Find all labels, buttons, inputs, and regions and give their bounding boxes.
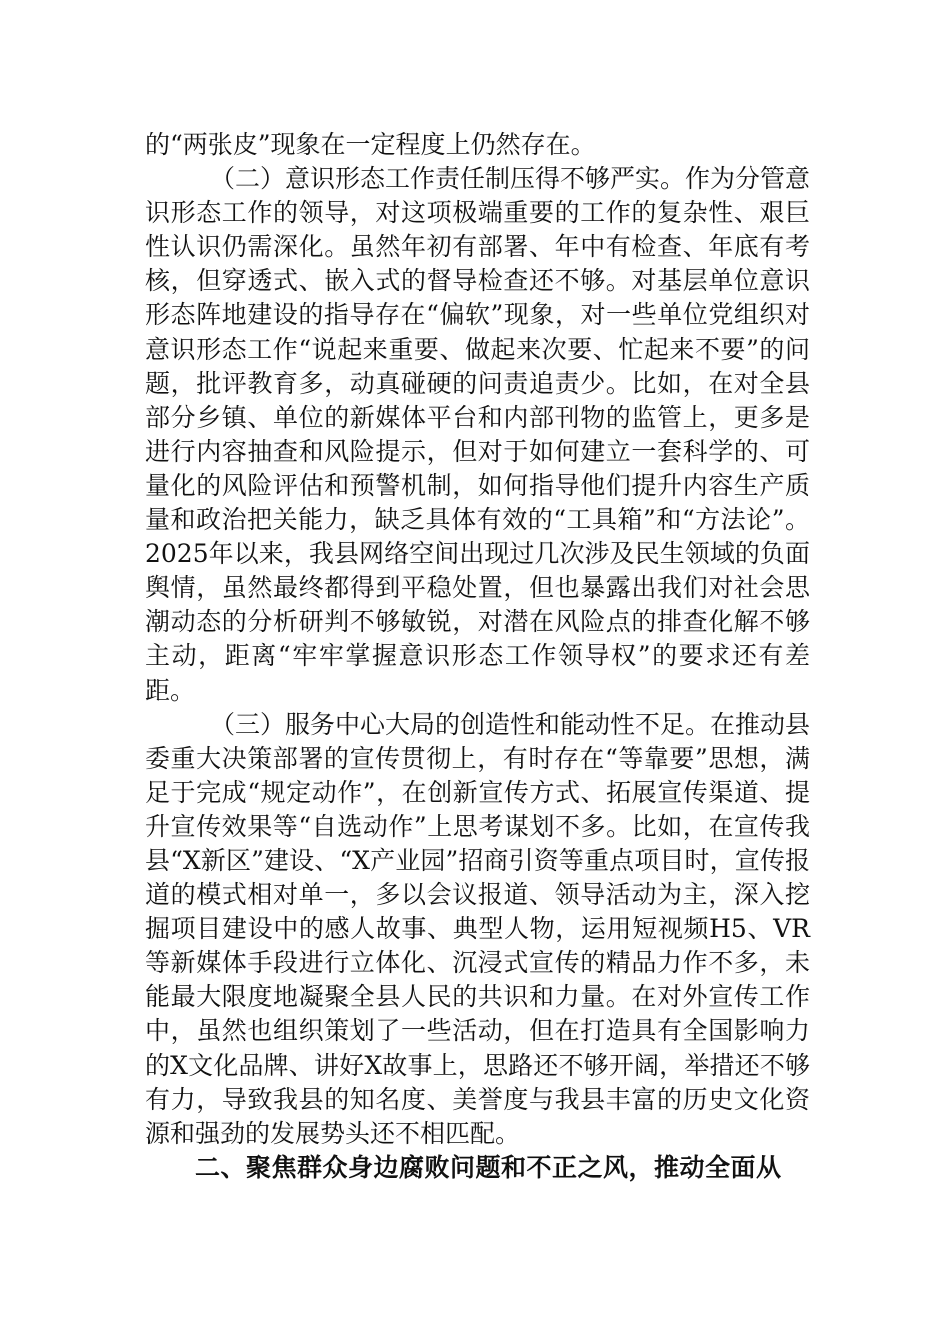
paragraph-section-two: （二）意识形态工作责任制压得不够严实。作为分管意识形态工作的领导，对这项极端重要的工作的复杂性、艰巨性认识仍需深化。虽然年初有部署、年中有检查、年底有考核，但穿透式、嵌入式的督导检查还不够。对基层单位意识形态阵地建设的指导存在“偏软”现象，对一些单位党组织对意识形态工作“说起来重要、做起来次要、忙起来不要”的问题，批评教育多，动真碰硬的问责追责少。比如，在对全县部分乡镇、单位的新媒体平台和内部刊物的监管上，更多是进行内容抽查和风险提示，但对于如何建立一套科学的、可量化的风险评估和预警机制，如何指导他们提升内容生产质量和政治把关能力，缺乏具体有效的“工具箱”和“方法论”。2025年以来，我县网络空间出现过几次涉及民生领域的负面舆情，虽然最终都得到平稳处置，但也暴露出我们对社会思潮动态的分析研判不够敏锐，对潜在风险点的排查化解不够主动，距离“牢牢掌握意识形态工作领导权”的要求还有差距。 xyxy=(145,164,811,705)
paragraph-section-three: （三）服务中心大局的创造性和能动性不足。在推动县委重大决策部署的宣传贯彻上，有时存在“等靠要”思想，满足于完成“规定动作”，在创新宣传方式、拓展宣传渠道、提升宣传效果等“自选动作”上思考谋划不多。比如，在宣传我县“X新区”建设、“X产业园”招商引资等重点项目时，宣传报道的模式相对单一，多以会议报道、领导活动为主，深入挖掘项目建设中的感人故事、典型人物，运用短视频H5、VR等新媒体手段进行立体化、沉浸式宣传的精品力作不多，未能最大限度地凝聚全县人民的共识和力量。在对外宣传工作中，虽然也组织策划了一些活动，但在打造具有全国影响力的X文化品牌、讲好X故事上，思路还不够开阔，举措还不够有力，导致我县的知名度、美誉度与我县丰富的历史文化资源和强劲的发展势头还不相匹配。 xyxy=(145,709,811,1148)
document-body xyxy=(145,128,810,1185)
paragraph-continuation: 的“两张皮”现象在一定程度上仍然存在。 xyxy=(145,130,596,159)
section-heading: 二、聚焦群众身边腐败问题和不正之风，推动全面从 xyxy=(195,1152,782,1182)
